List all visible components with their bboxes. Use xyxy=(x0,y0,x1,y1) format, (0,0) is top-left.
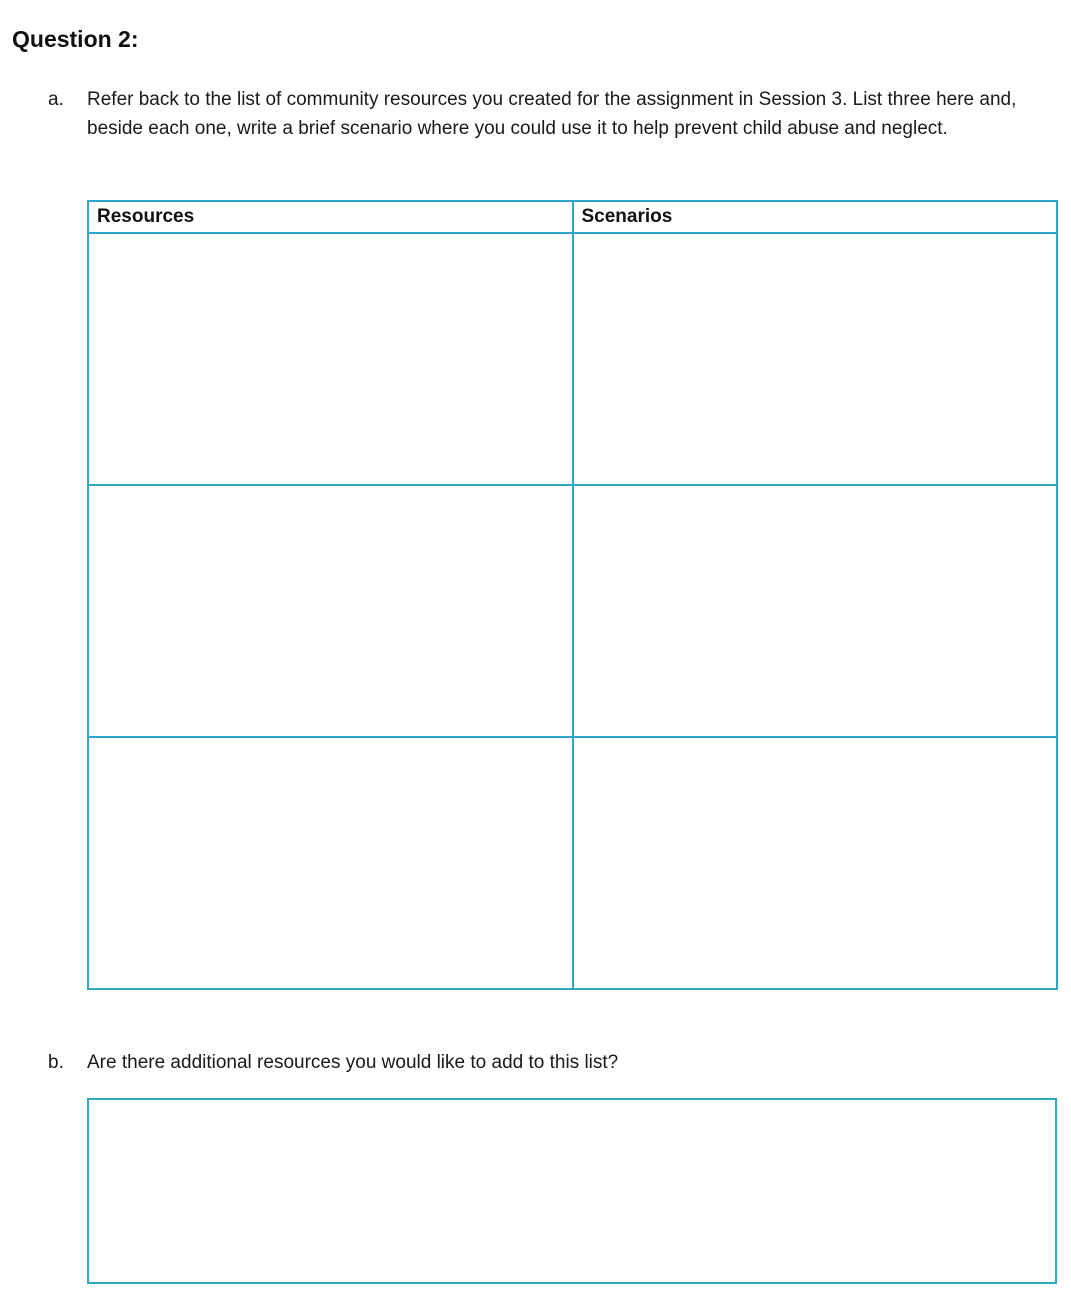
column-header-scenarios: Scenarios xyxy=(573,201,1058,233)
question-a xyxy=(48,85,1038,143)
question-b-marker: b. xyxy=(48,1052,64,1073)
scenario-cell-1[interactable] xyxy=(573,233,1058,485)
scenario-cell-2[interactable] xyxy=(573,485,1058,737)
table-row xyxy=(88,485,1057,737)
table-header-row xyxy=(88,201,1057,233)
table-row xyxy=(88,737,1057,989)
resources-table xyxy=(87,200,1058,990)
scenario-cell-3[interactable] xyxy=(573,737,1058,989)
question-a-marker: a. xyxy=(48,89,64,110)
resource-cell-2[interactable] xyxy=(88,485,573,737)
question-a-text: Refer back to the list of community resources you created for the assignment in Session 3. List three here and, beside each one, write a brief scenario where you could use it to help prevent child abuse and neglect. xyxy=(87,89,1017,139)
resource-cell-1[interactable] xyxy=(88,233,573,485)
additional-resources-answer-box[interactable] xyxy=(87,1098,1057,1284)
resource-cell-3[interactable] xyxy=(88,737,573,989)
column-header-resources: Resources xyxy=(88,201,573,233)
question-b-text: Are there additional resources you would like to add to this list? xyxy=(87,1052,619,1073)
page-title: Question 2: xyxy=(12,26,139,52)
question-b xyxy=(48,1048,1038,1077)
table-row xyxy=(88,233,1057,485)
